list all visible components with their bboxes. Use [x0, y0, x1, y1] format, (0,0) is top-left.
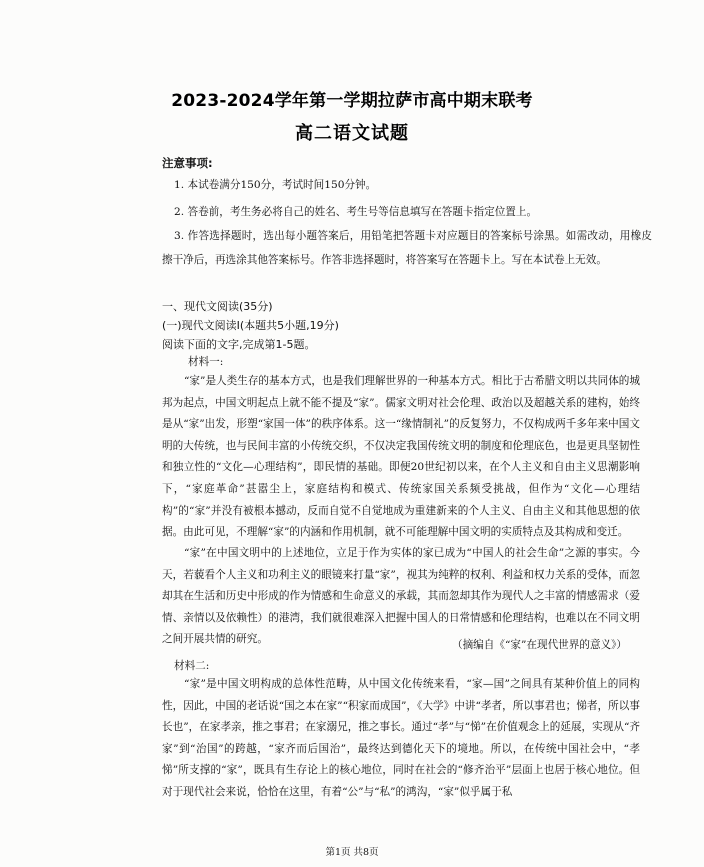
section-part-heading: 一、现代文阅读(35分) — [162, 300, 273, 313]
material2-paragraph-1: “家”是中国文明构成的总体性范畴，从中国文化传统来看，“家—国”之间具有某种价值上的同构性，因此，中国的老话说“国之本在家”“积家而成国”，《大学》中讲“孝者，所以事君也；悌者，所以事长也”，在家孝亲，推之事君；在家溺兄，推之事长。通过“孝”与“悌”在价值观念上的延展，实现从“齐家”到“治国”的跨越，“家齐而后国治”，最终达到德化天下的境地。所以，在传统中国社会中，“孝悌”所支撑的“家”，既具有生存论上的核心地位，同时在社会的“修齐治平”层面上也居于核心地位。但对于现代社会来说，恰恰在这里，有着“公”与“私”的鸿沟，“家”似乎属于私 — [162, 678, 640, 798]
material1-paragraph-2: “家”在中国文明中的上述地位，立足于作为实体的家已成为“中国人的社会生命”之源的事实。今天，若藐看个人主义和功利主义的眼镜来打量“家”，视其为纯粹的权利、利益和权力关系的受体，而忽却其在生活和历史中形成的作为情感和生命意义的承载，其而忽却其作为现代人之丰富的情感需求（爱情、亲情以及依赖性）的港湾，我们就很难深入把握中国人的日常情感和伦理结构，也难以在不同文明之间开展共情的研究。 — [162, 547, 640, 646]
notice-item-2: 2. 答卷前，考生务必将自己的姓名、考生号等信息填写在答题卡指定位置上。 — [174, 206, 538, 218]
material1-source: （摘编自《“家”在现代世界的意义》） — [452, 639, 628, 651]
material1-label: 材料一: — [188, 356, 224, 368]
exam-title: 2023-2024学年第一学期拉萨市高中期末联考 — [171, 91, 533, 111]
exam-subtitle: 高二语文试题 — [295, 123, 409, 144]
notice-heading: 注意事项: — [162, 156, 213, 170]
material1-paragraph-1: “家”是人类生存的基本方式，也是我们理解世界的一种基本方式。相比于古希腊文明以共同体的城邦为起点，中国文明起点上就不能不提及“家”。儒家文明对社会伦理、政治以及超越关系的建构，始终是从“家”出发，形塑“家国一体”的秩序体系。这一“缘情制礼”的反复努力，不仅构成两千多年来中国文明的大传统，也与民间丰富的小传统交织，不仅决定我国传统文明的制度和伦理底色，也是更具坚韧性和独立性的“文化—心理结构”，即民情的基础。即便20世纪初以来，在个人主义和自由主义思潮影响下，“家庭革命”甚嚣尘上，家庭结构和模式、传统家国关系频受挑战，但作为“文化—心理结构”的“家”并没有被根本撼动，反而自觉不自觉地成为重建新来的个人主义、自由主义和其他思想的依据。由此可见，不理解“家”的内涵和作用机制，就不可能理解中国文明的实质特点及其构成和变迁。 — [162, 375, 640, 539]
notice-item-3: 3. 作答选择题时，选出每小题答案后，用铅笔把答题卡对应题目的答案标号涂黑。如需改动，用橡皮擦干净后，再选涂其他答案标号。作答非选择题时，将答案写在答题卡上。写在本试卷上无效。 — [162, 230, 652, 266]
page-number-footer: 第1页 共8页 — [325, 847, 379, 858]
section-sub-heading: (一)现代文阅读Ⅰ(本题共5小题,19分) — [162, 319, 339, 332]
notice-item-1: 1. 本试卷满分150分，考试时间150分钟。 — [174, 179, 377, 191]
material2-label: 材料二: — [174, 660, 210, 672]
section-instruction: 阅读下面的文字,完成第1-5题。 — [162, 338, 316, 351]
